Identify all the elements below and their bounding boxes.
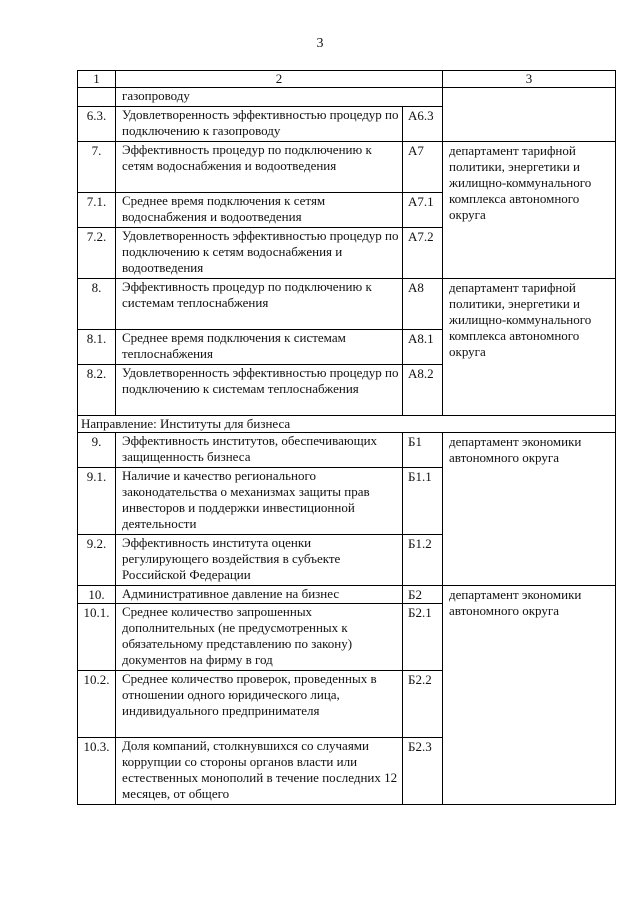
indicator-code: Б1.2 [403, 535, 443, 586]
department-cell: департамент экономики автономного округа [443, 433, 616, 586]
department-cell: департамент тарифной политики, энергетики и жилищно-коммунального комплекса автономного округа [443, 142, 616, 279]
table-row [78, 88, 616, 107]
row-number: 8.2. [78, 365, 116, 416]
indicators-table [77, 70, 616, 805]
header-col-1: 1 [78, 71, 116, 88]
department-cell: департамент экономики автономного округа [443, 586, 616, 805]
indicator-code: А8 [403, 279, 443, 330]
section-row [78, 416, 616, 433]
indicator-description: Удовлетворенность эффективностью процедур по подключению к сетям водоснабжения и водоотведения [116, 228, 403, 279]
indicator-code: А6.3 [403, 107, 443, 142]
department-cell: департамент тарифной политики, энергетики и жилищно-коммунального комплекса автономного округа [443, 279, 616, 416]
table-row [78, 433, 616, 468]
header-col-2: 2 [116, 71, 443, 88]
table-row [78, 279, 616, 330]
indicator-description: Удовлетворенность эффективностью процедур по подключению к газопроводу [116, 107, 403, 142]
indicator-code: А7 [403, 142, 443, 193]
section-heading: Направление: Институты для бизнеса [78, 416, 616, 433]
indicator-description: Эффективность процедур по подключению к сетям водоснабжения и водоотведения [116, 142, 403, 193]
indicator-code: Б2.1 [403, 604, 443, 671]
indicator-description: Доля компаний, столкнувшихся со случаями коррупции со стороны органов власти или естественных монополий в течение последних 12 месяцев, от общего [116, 738, 403, 805]
row-number: 10.3. [78, 738, 116, 805]
indicator-code: Б1 [403, 433, 443, 468]
header-col-3: 3 [443, 71, 616, 88]
indicator-description: Эффективность процедур по подключению к системам теплоснабжения [116, 279, 403, 330]
row-number: 9. [78, 433, 116, 468]
indicator-description: Административное давление на бизнес [116, 586, 403, 604]
row-number: 8.1. [78, 330, 116, 365]
row-number: 8. [78, 279, 116, 330]
indicator-code: А7.2 [403, 228, 443, 279]
row-number: 10. [78, 586, 116, 604]
row-number: 9.2. [78, 535, 116, 586]
table-header-row [78, 71, 616, 88]
indicator-code: Б2 [403, 586, 443, 604]
indicator-code: Б2.3 [403, 738, 443, 805]
row-number: 7. [78, 142, 116, 193]
row-number: 9.1. [78, 468, 116, 535]
row-number: 7.1. [78, 193, 116, 228]
indicator-description: Удовлетворенность эффективностью процедур по подключению к системам теплоснабжения [116, 365, 403, 416]
indicator-code: Б2.2 [403, 671, 443, 738]
indicator-description: Среднее время подключения к системам теплоснабжения [116, 330, 403, 365]
indicator-description: Среднее количество проверок, проведенных в отношении одного юридического лица, индивидуального предпринимателя [116, 671, 403, 738]
row-number: 6.3. [78, 107, 116, 142]
indicator-description: Среднее время подключения к сетям водоснабжения и водоотведения [116, 193, 403, 228]
row-number [78, 88, 116, 107]
indicator-code: А8.2 [403, 365, 443, 416]
indicator-code: Б1.1 [403, 468, 443, 535]
page-number: 3 [316, 36, 324, 51]
indicator-description: Эффективность института оценки регулирующего воздействия в субъекте Российской Федерации [116, 535, 403, 586]
row-number: 7.2. [78, 228, 116, 279]
indicator-description: Эффективность институтов, обеспечивающих защищенность бизнеса [116, 433, 403, 468]
indicator-description: Наличие и качество регионального законодательства о механизмах защиты прав инвесторов и поддержки инвестиционной деятельности [116, 468, 403, 535]
indicator-description: Среднее количество запрошенных дополнительных (не предусмотренных к обязательному представлению по закону) документов на фирму в год [116, 604, 403, 671]
row-number: 10.1. [78, 604, 116, 671]
row-number: 10.2. [78, 671, 116, 738]
department-cell [443, 88, 616, 142]
table-row [78, 586, 616, 604]
indicator-description: газопроводу [116, 88, 443, 107]
table-row [78, 142, 616, 193]
indicator-code: А7.1 [403, 193, 443, 228]
indicator-code: А8.1 [403, 330, 443, 365]
